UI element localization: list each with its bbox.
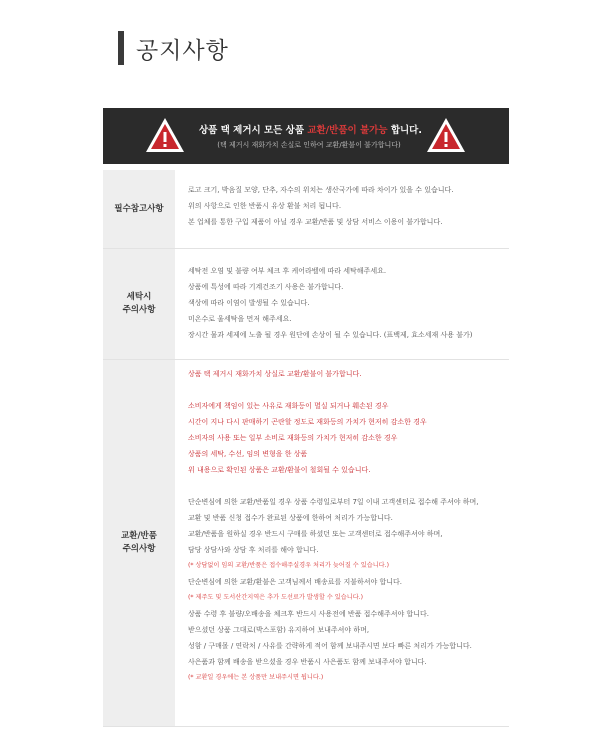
list-item: 위의 사항으로 인한 반품시 유상 환불 처리 됩니다. (188, 202, 342, 210)
list-item: 장시간 물과 세제에 노출 될 경우 원단에 손상이 될 수 있습니다. (표백제, 효소세재 사용 불가) (188, 331, 473, 339)
list-item: 상품의 세탁, 수선, 임의 변형을 한 상품 (188, 450, 308, 458)
list-item: 로고 크기, 박음질 모양, 단추, 자수의 위치는 생산국가에 따라 차이가 있을 수 있습니다. (188, 186, 454, 194)
list-item: 본 업체를 통한 구입 제품이 아닐 경우 교환/반품 및 상담 서비스 이용이 불가합니다. (188, 218, 443, 226)
required-content (175, 170, 509, 248)
required-section (103, 170, 509, 249)
exchange-content (175, 360, 509, 726)
banner-highlight: 교환/반품이 불가능 (307, 125, 388, 136)
note-text: (* 제주도 및 도서산간지역은 추가 도선료가 발생할 수 있습니다.) (188, 594, 364, 601)
laundry-label: 세탁시 주의사항 (103, 249, 175, 359)
title-accent-bar (118, 31, 124, 65)
laundry-content (175, 249, 509, 359)
notice-table (103, 170, 509, 727)
list-item: 시간이 지나 다시 판매하기 곤란할 정도로 재화등의 가치가 현저히 감소한 경우 (188, 418, 427, 426)
banner-sub-text: (택 제거시 재화가치 손실로 인하여 교환/환불이 불가합니다) (217, 141, 401, 149)
list-item: 사은품과 함께 배송을 받으셨을 경우 반품시 사은품도 함께 보내주셔야 합니다. (188, 658, 427, 666)
note-text: (* 교환일 경우에는 본 상품만 보내주시면 됩니다.) (188, 674, 324, 681)
list-item: 단순변심에 의한 교환/반품일 경우 상품 수령일로부터 7일 이내 고객센터로 접수해 주셔야 하며, (188, 498, 479, 506)
list-item: 교환 및 반품 신청 접수가 완료된 상품에 한하여 처리가 가능합니다. (188, 514, 393, 522)
list-item: 위 내용으로 확인된 상품은 교환/환불이 철회될 수 있습니다. (188, 466, 371, 474)
warning-triangle-icon (144, 116, 186, 154)
list-item: 미온수로 울세탁을 먼저 해주세요. (188, 315, 292, 323)
exchange-label: 교환/반품 주의사항 (103, 360, 175, 726)
list-item: 교환/반품을 원하실 경우 반드시 구매를 하셨던 또는 고객센터로 접수해주셔야 하며, (188, 530, 443, 538)
warning-banner (103, 108, 509, 164)
banner-main-text: 상품 택 제거시 모든 상품 교환/반품이 불가능 합니다. (199, 125, 422, 136)
list-item: 상품 수령 후 불량/오배송을 체크후 반드시 사용전에 반품 접수해주셔야 합니다. (188, 610, 429, 618)
list-item: 단순변심에 의한 교환/환불은 고객님께서 배송료를 지불하셔야 합니다. (188, 578, 403, 586)
page-header (118, 30, 229, 66)
list-item: 성함 / 구매몰 / 연락처 / 사유를 간략하게 적어 함께 보내주시면 보다 빠른 처리가 가능합니다. (188, 642, 472, 650)
list-item: 담당 상담사와 상담 후 처리를 해야 합니다. (188, 546, 319, 554)
list-item: 세탁전 오염 및 불량 여부 체크 후 케어라벨에 따라 세탁해주세요. (188, 267, 387, 275)
list-item: 색상에 따라 이염이 발생될 수 있습니다. (188, 299, 310, 307)
note-text: (* 상담없이 임의 교환/반품은 접수해주실경우 처리가 늦어질 수 있습니다.) (188, 562, 390, 569)
list-item: 소비자에게 책임이 있는 사유로 재화등이 멸실 되거나 훼손된 경우 (188, 402, 389, 410)
list-item: 받으셨던 상품 그대로(박스포함) 유지하여 보내주셔야 하며, (188, 626, 370, 634)
exchange-section (103, 360, 509, 727)
list-item: 상품 택 제거시 재화가치 상실로 교환/환불이 불가합니다. (188, 370, 362, 378)
laundry-section (103, 249, 509, 360)
banner-text (199, 122, 422, 150)
page-title: 공지사항 (136, 37, 229, 64)
required-label: 필수참고사항 (103, 170, 175, 248)
warning-triangle-icon (425, 116, 467, 154)
list-item: 소비자의 사용 또는 일부 소비로 재화등의 가치가 현저히 감소한 경우 (188, 434, 398, 442)
list-item: 상품에 특성에 따라 기계건조기 사용은 불가합니다. (188, 283, 344, 291)
